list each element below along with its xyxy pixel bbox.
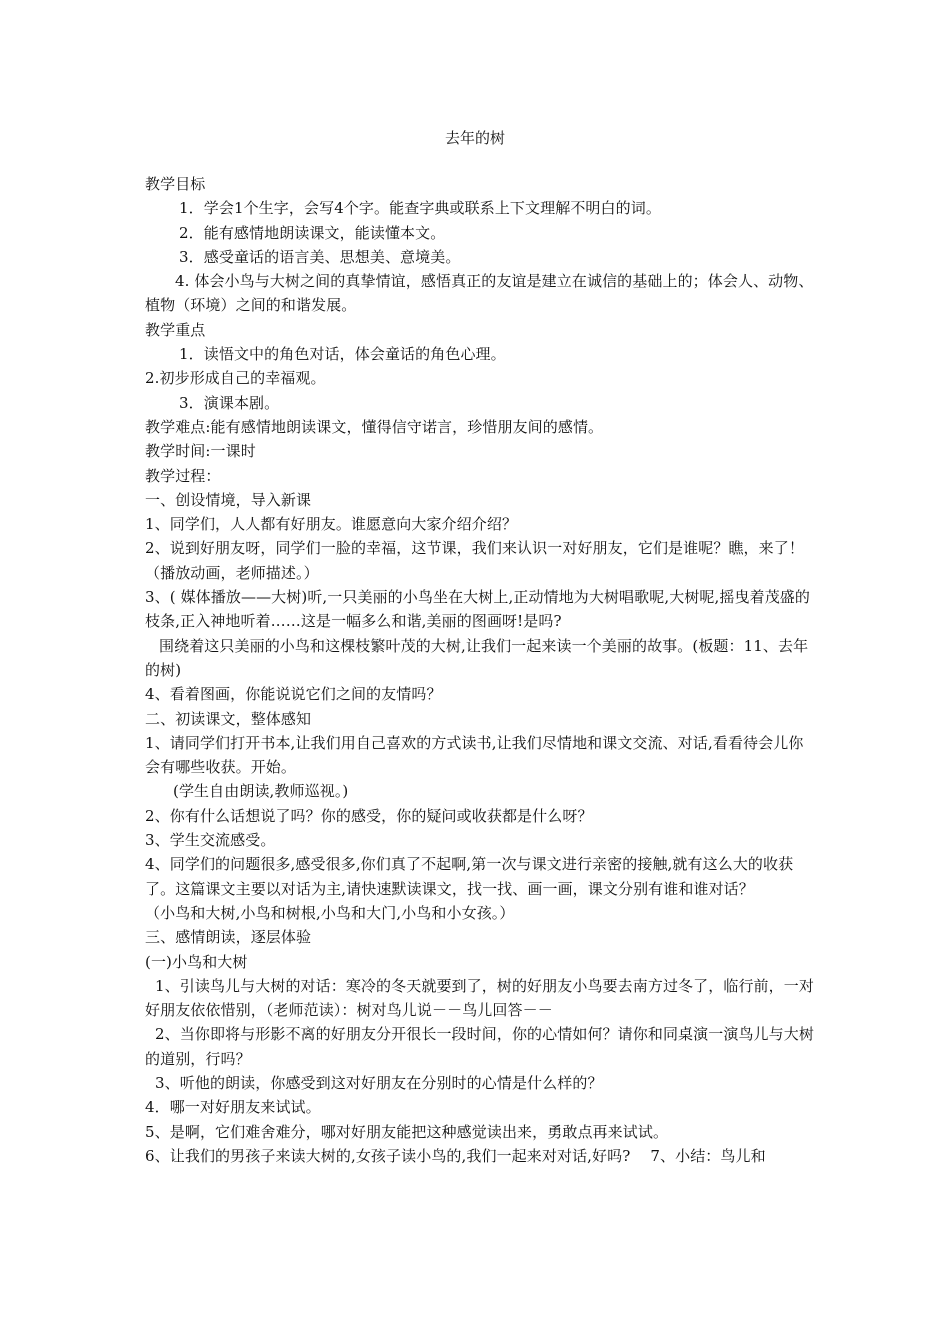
- paragraph: 4．哪一对好朋友来试试。: [145, 1098, 321, 1117]
- document-title: 去年的树: [444, 129, 505, 147]
- paragraph: 围绕着这只美丽的小鸟和这棵枝繁叶茂的大树,让我们一起来读一个美丽的故事。(板题：11、去年的树): [145, 636, 809, 679]
- lesson-time: 教学时间:一课时: [145, 442, 256, 461]
- paragraph: 5、是啊，它们难舍难分，哪对好朋友能把这种感觉读出来，勇敢点再来试试。: [145, 1122, 669, 1141]
- paragraph: （小鸟和大树,小鸟和树根,小鸟和大门,小鸟和小女孩。）: [145, 903, 515, 922]
- difficulty: 教学难点:能有感情地朗读课文，懂得信守诺言，珍惜朋友间的感情。: [145, 417, 604, 436]
- section-1-heading: 一、创设情境，导入新课: [145, 490, 312, 509]
- objective-2: 2．能有感情地朗读课文，能读懂本文。: [179, 223, 446, 242]
- paragraph: 6、让我们的男孩子来读大树的,女孩子读小鸟的,我们一起来对对话,好吗? 7、小结：鸟儿和: [145, 1146, 766, 1165]
- heading-objectives: 教学目标: [145, 175, 206, 193]
- paragraph: 2、当你即将与形影不离的好朋友分开很长一段时间，你的心情如何？请你和同桌演一演鸟儿与大树的道别，行吗？: [145, 1025, 814, 1068]
- objective-3: 3．感受童话的语言美、思想美、意境美。: [179, 247, 461, 266]
- objective-1: 1．学会1个生字，会写4个字。能查字典或联系上下文理解不明白的词。: [179, 199, 661, 218]
- heading-key-points: 教学重点: [145, 320, 206, 339]
- heading-process: 教学过程：: [145, 466, 221, 485]
- paragraph: 3、( 媒体播放——大树)听,一只美丽的小鸟坐在大树上,正动情地为大树唱歌呢,大树呢,摇曳着茂盛的枝条,正入神地听着……这是一幅多么和谐,美丽的图画呀!是吗?: [145, 588, 810, 631]
- section-3-heading: 三、感情朗读，逐层体验: [145, 928, 312, 947]
- document-body: [145, 172, 815, 1168]
- paragraph: 4、看着图画，你能说说它们之间的友情吗？: [145, 685, 442, 704]
- paragraph: 2、说到好朋友呀，同学们一脸的幸福，这节课，我们来认识一对好朋友，它们是谁呢？瞧，来了！（播放动画，老师描述。）: [145, 539, 804, 582]
- paragraph: 4、同学们的问题很多,感受很多,你们真了不起啊,第一次与课文进行亲密的接触,就有这么大的收获了。这篇课文主要以对话为主,请快速默读课文，找一找、画一画，课文分别有谁和谁对话？: [145, 855, 794, 898]
- paragraph: (学生自由朗读,教师巡视。): [173, 782, 349, 801]
- paragraph: 3、学生交流感受。: [145, 831, 276, 850]
- paragraph: 3、听他的朗读，你感受到这对好朋友在分别时的心情是什么样的？: [155, 1073, 603, 1092]
- key-point-3: 3．演课本剧。: [179, 393, 280, 412]
- paragraph: 1、引读鸟儿与大树的对话：寒冷的冬天就要到了，树的好朋友小鸟要去南方过冬了，临行前，一对好朋友依依惜别，（老师范读）：树对鸟儿说－－鸟儿回答－－: [145, 976, 814, 1020]
- subsection-heading: (一)小鸟和大树: [145, 952, 248, 971]
- paragraph: 1、请同学们打开书本,让我们用自己喜欢的方式读书,让我们尽情地和课文交流、对话,看看待会儿你会有哪些收获。开始。: [145, 733, 804, 777]
- paragraph: 1、同学们，人人都有好朋友。谁愿意向大家介绍介绍？: [145, 515, 518, 534]
- objective-4: 4. 体会小鸟与大树之间的真挚情谊，感悟真正的友谊是建立在诚信的基础上的；体会人、动物、植物（环境）之间的和谐发展。: [145, 272, 814, 315]
- section-2-heading: 二、初读课文，整体感知: [145, 709, 312, 728]
- key-point-1: 1．读悟文中的角色对话，体会童话的角色心理。: [179, 345, 506, 364]
- key-point-2: 2.初步形成自己的幸福观。: [145, 369, 326, 388]
- paragraph: 2、你有什么话想说了吗？你的感受，你的疑问或收获都是什么呀？: [145, 806, 593, 825]
